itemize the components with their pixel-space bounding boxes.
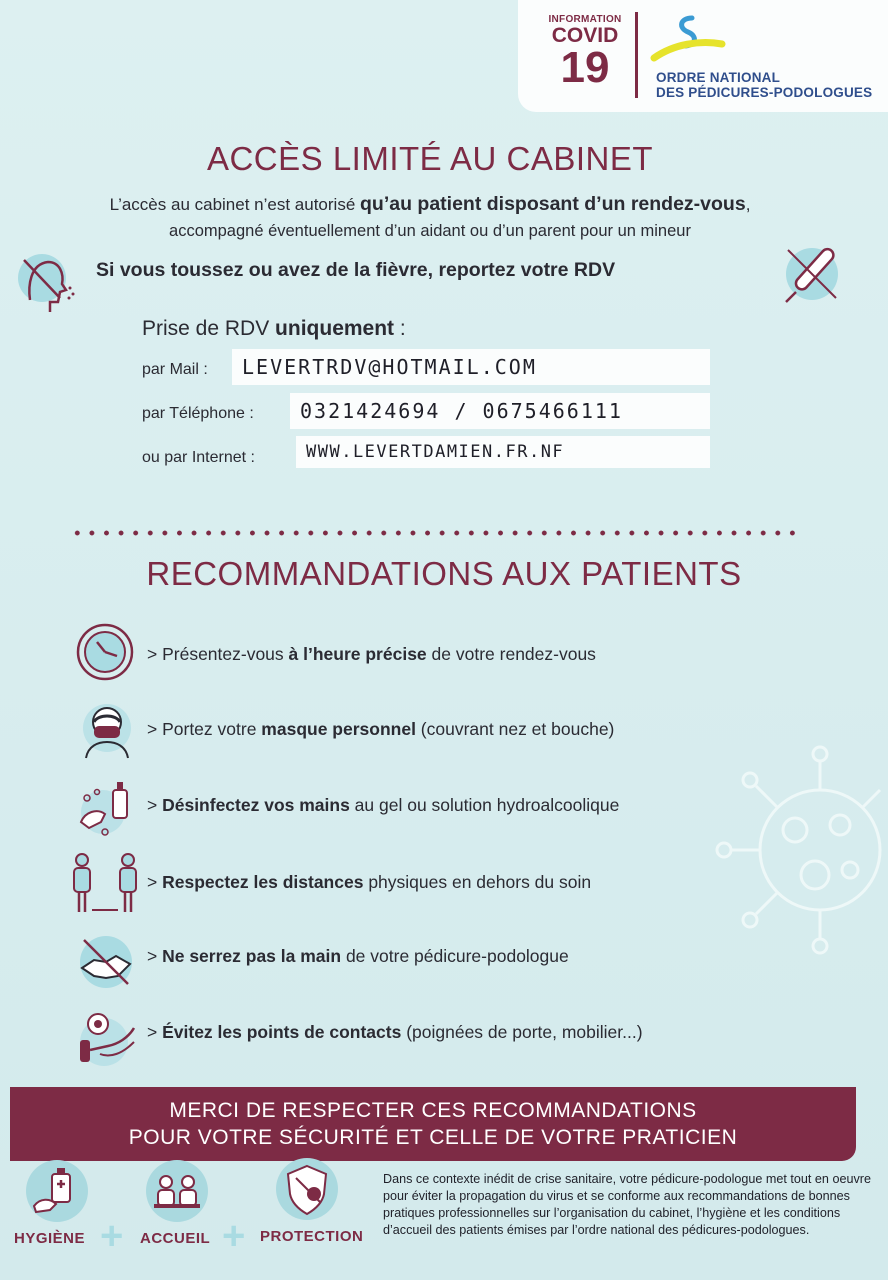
plus-icon: + (100, 1214, 124, 1258)
recommendation-item-handshake (147, 946, 569, 967)
no-handshake-icon (76, 932, 136, 994)
protection-badge (276, 1158, 338, 1220)
rec-prefix: > (147, 795, 163, 815)
rec-prefix: > Portez votre (147, 719, 262, 739)
covid-logo (540, 14, 630, 92)
rdv-title-suffix: : (394, 317, 406, 340)
virus-watermark-icon (700, 730, 888, 990)
org-name (656, 70, 872, 100)
rec-suffix: au gel ou solution hydroalcoolique (349, 795, 620, 815)
handwash-icon (75, 778, 133, 838)
clock-icon (75, 622, 135, 682)
mail-label: par Mail : (142, 361, 208, 378)
rec-prefix: > Présentez-vous (147, 644, 289, 664)
recommendation-item-mask (147, 719, 614, 740)
recommendation-item-contacts (147, 1022, 643, 1043)
onp-logo-mark-icon (650, 14, 730, 70)
protection-label: PROTECTION (260, 1228, 364, 1245)
rec-suffix: de votre rendez-vous (426, 644, 596, 664)
door-handle-icon (78, 1008, 138, 1068)
acces-intro-line1 (0, 193, 860, 216)
dotted-divider (70, 530, 800, 536)
rdv-title (142, 317, 406, 341)
mask-icon (80, 700, 134, 760)
rec-bold: Respectez les distances (162, 872, 364, 892)
covid-label: COVID (551, 24, 619, 47)
rec-suffix: (poignées de porte, mobilier...) (401, 1022, 643, 1042)
cough-icon (14, 248, 76, 316)
accueil-icon (146, 1160, 208, 1222)
internet-label: ou par Internet : (142, 449, 255, 466)
rec-suffix: physiques en dehors du soin (363, 872, 592, 892)
rec-suffix: (couvrant nez et bouche) (415, 719, 615, 739)
intro-bold: qu’au patient disposant d’un rendez-vous (360, 193, 746, 215)
intro-suffix: , (745, 195, 751, 214)
acces-title: ACCÈS LIMITÉ AU CABINET (206, 140, 654, 177)
hygiene-label: HYGIÈNE (14, 1230, 86, 1247)
rec-bold: masque personnel (261, 719, 416, 739)
phone-label: par Téléphone : (142, 405, 254, 422)
rec-prefix: > (147, 872, 163, 892)
footer-note: Dans ce contexte inédit de crise sanitaire, votre pédicure-podologue met tout en oeuvre pour éviter la propagation du virus et se conforme aux recommandations de bonnes pratiques professionnelles sur l’organisation du cabinet, l’hygiène et les conditions d’accueil des patients émises par l’ordre national des pédicures-podologues. (383, 1172, 871, 1237)
rec-bold: à l’heure précise (288, 644, 427, 664)
phone-value: 0321424694 / 0675466111 (290, 393, 710, 429)
recommendation-item-time (147, 644, 596, 665)
rec-bold: Désinfectez vos mains (162, 795, 350, 815)
intro-prefix: L’accès au cabinet n’est autorisé (109, 195, 360, 214)
info-label: INFORMATION (548, 14, 622, 25)
mail-value: LEVERTRDV@HOTMAIL.COM (232, 349, 710, 385)
thermometer-icon (778, 240, 846, 308)
hygiene-badge (26, 1160, 88, 1222)
internet-value: WWW.LEVERTDAMIEN.FR.NF (296, 436, 710, 468)
recommendation-item-hands (147, 795, 619, 816)
rec-prefix: > (147, 1022, 163, 1042)
accueil-badge (146, 1160, 208, 1222)
rec-bold: Évitez les points de contacts (162, 1022, 402, 1042)
rdv-title-bold: uniquement (275, 317, 395, 340)
org-name-line1: ORDRE NATIONAL (656, 70, 781, 85)
distance-icon (70, 852, 140, 916)
banner-line1: MERCI DE RESPECTER CES RECOMMANDATIONS (169, 1099, 697, 1122)
banner-line2: POUR VOTRE SÉCURITÉ ET CELLE DE VOTRE PRATICIEN (128, 1126, 738, 1149)
cough-notice: Si vous toussez ou avez de la fièvre, reportez votre RDV (96, 259, 616, 281)
rec-prefix: > (147, 946, 163, 966)
rec-suffix: de votre pédicure-podologue (341, 946, 569, 966)
covid-number: 19 (560, 43, 610, 92)
org-name-line2: DES PÉDICURES-PODOLOGUES (656, 85, 873, 100)
plus-icon: + (222, 1214, 246, 1258)
accueil-label: ACCUEIL (140, 1230, 211, 1247)
acces-intro-line2: accompagné éventuellement d’un aidant ou d’un parent pour un mineur (169, 222, 691, 240)
recommandations-title: RECOMMANDATIONS AUX PATIENTS (146, 555, 742, 592)
recommendation-item-distance (147, 872, 591, 893)
hygiene-icon (26, 1160, 88, 1222)
rec-bold: Ne serrez pas la main (162, 946, 342, 966)
protection-icon (276, 1158, 338, 1220)
rdv-title-prefix: Prise de RDV (142, 317, 276, 340)
logo-divider (635, 12, 638, 98)
